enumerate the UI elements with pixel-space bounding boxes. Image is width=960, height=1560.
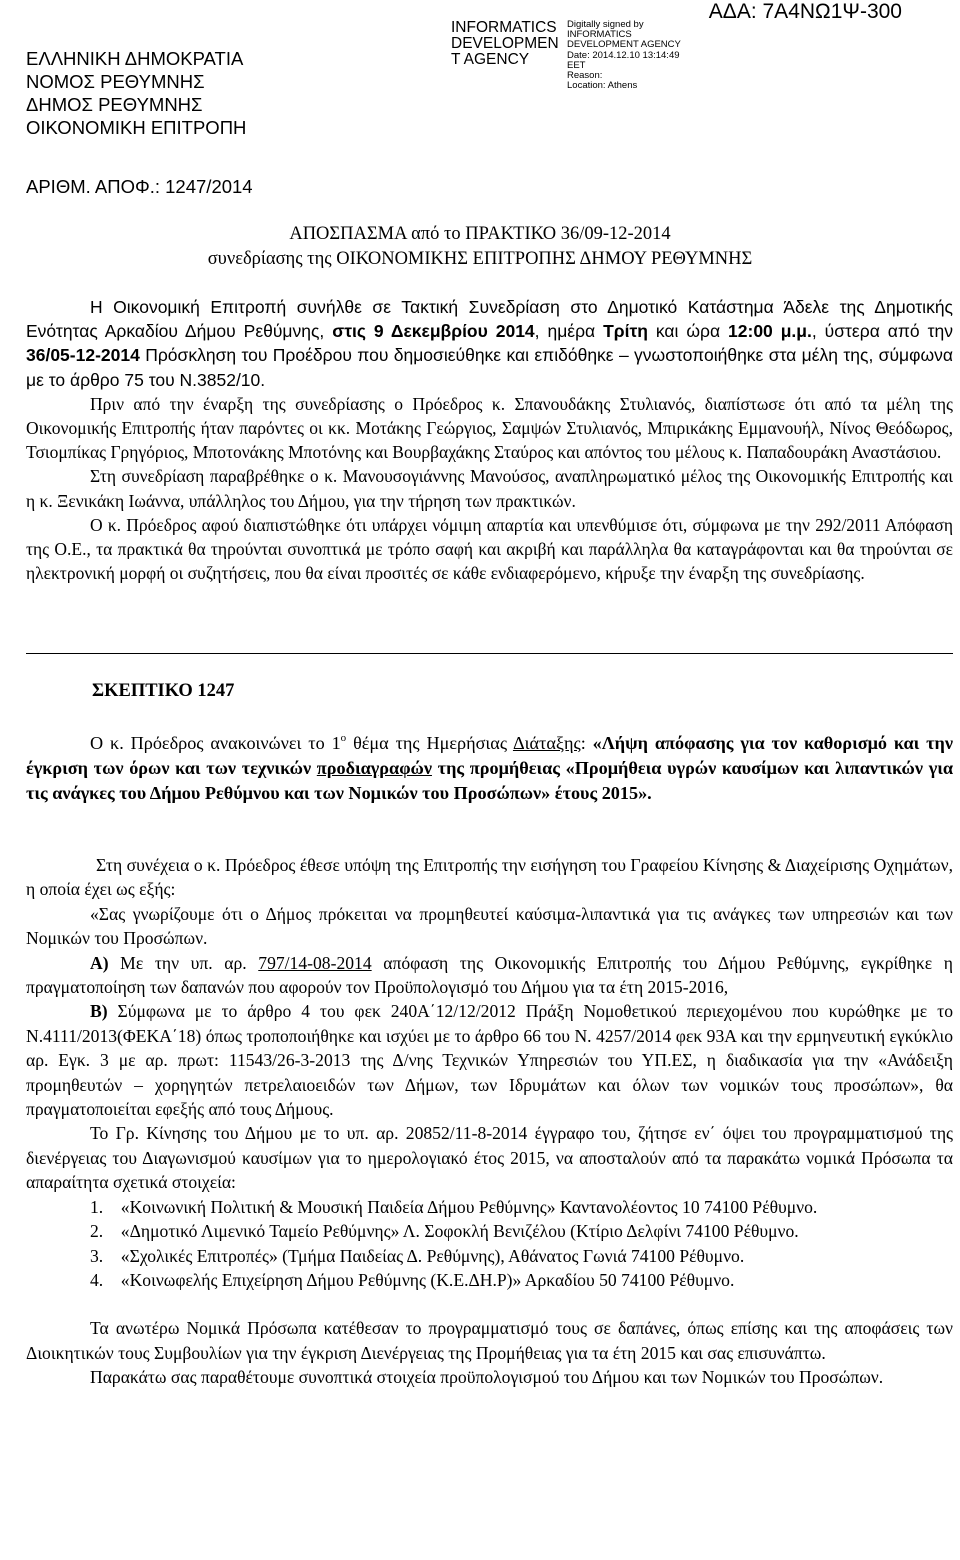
list-text: «Κοινωφελής Επιχείρηση Δήμου Ρεθύμνης (Κ.Ε.ΔΗ.Ρ)» Αρκαδίου 50 74100 Ρέθυμνο.: [120, 1269, 735, 1290]
topic-title: προδιαγραφών: [316, 758, 432, 778]
text: , ημέρα: [534, 321, 604, 342]
ada-code: ΑΔΑ: 7Α4ΝΩ1Ψ-300: [708, 0, 902, 23]
legal-entities-list: [26, 1195, 953, 1293]
text: Με την υπ. αρ.: [108, 952, 259, 973]
list-number: 4.: [90, 1269, 104, 1290]
list-number: 2.: [90, 1221, 104, 1242]
text: θέμα της Ημερήσιας: [346, 733, 513, 753]
intro-paragraph-4: Ο κ. Πρόεδρος αφού διαπιστώθηκε ότι υπάρχει νόμιμη απαρτία και υπενθύμισε ότι, σύμφωνα με την 292/2011 Απόφαση της Ο.Ε., τα πρακτικά θα τηρούνται συνοπτικά με τρόπο σαφή και ακριβή και παράλληλα θα καταγράφονται και θα τηρούνται σε ηλεκτρονική μορφή οι συζητήσεις, που θα είναι προσιτές σε κάθε ενδιαφερόμενο, κήρυξε την έναρξη της συνεδρίασης.: [26, 514, 953, 584]
org-line: ΕΛΛΗΝΙΚΗ ΔΗΜΟΚΡΑΤΙΑ: [26, 48, 244, 69]
signature-detail: Digitally signed by: [567, 19, 644, 30]
list-text: «Σχολικές Επιτροπές» (Τμήμα Παιδείας Δ. Ρεθύμνης), Αθάνατος Γωνιά 74100 Ρέθυμνο.: [120, 1245, 745, 1266]
signature-detail: INFORMATICS: [567, 29, 632, 41]
signature-detail: DEVELOPMENT AGENCY: [567, 39, 681, 51]
title-line-2: συνεδρίασης της ΟΙΚΟΝΟΜΙΚΗΣ ΕΠΙΤΡΟΠΗΣ ΔΗΜΟΥ ΡΕΘΥΜΝΗΣ: [207, 249, 753, 269]
text: Ο κ. Πρόεδρος ανακοινώνει το 1: [90, 733, 341, 753]
org-line: ΔΗΜΟΣ ΡΕΘΥΜΝΗΣ: [26, 94, 203, 115]
digital-signature-details: [567, 20, 681, 91]
list-number: 1.: [90, 1196, 104, 1217]
meeting-date: στις 9 Δεκεμβρίου 2014: [332, 321, 535, 342]
signature-detail: Reason:: [567, 70, 603, 82]
list-item: [26, 1268, 953, 1292]
body-paragraph-b: [26, 999, 953, 1121]
text: Διάταξης: [512, 733, 581, 753]
list-text: «Δημοτικό Λιμενικό Ταμείο Ρεθύμνης» Λ. Σοφοκλή Βενιζέλου (Κτίριο Δελφίνι 74100 Ρέθυμνο.: [120, 1221, 799, 1242]
meeting-time: 12:00 μ.μ.: [728, 321, 812, 342]
body-paragraph-1: Στη συνέχεια ο κ. Πρόεδρος έθεσε υπόψη της Επιτροπής την εισήγηση του Γραφείου Κίνησης & Διαχείρισης Οχημάτων, η οποία έχει ως εξής:: [26, 855, 953, 900]
intro-section: [26, 295, 953, 585]
body-paragraph-3: Το Γρ. Κίνησης του Δήμου με το υπ. αρ. 20852/11-8-2014 έγγραφο του, ζήτησε εν΄ όψει του προγραμματισμού της διενέργειας του Διαγωνισμού καυσίμων για το ημερολογιακό έτος 2015, να αποσταλούν από τα παρακάτω νομικά Πρόσωπα τα απαραίτητα σχετικά στοιχεία:: [26, 1123, 953, 1193]
invitation-ref: 36/05-12-2014: [26, 345, 140, 366]
org-line: ΝΟΜΟΣ ΡΕΘΥΜΝΗΣ: [26, 71, 205, 92]
text: Η Οικονομική Επιτροπή συνήλθε σε Τακτική Συνεδρίαση στο Δημοτικό Κατάστημα Άδελε της Δημοτικής Ενότητας Αρκαδίου Δήμου Ρεθύμνης,: [26, 297, 953, 342]
section-divider: [26, 653, 953, 654]
body-paragraph-4: Τα ανωτέρω Νομικά Πρόσωπα κατέθεσαν το προγραμματισμό τους σε δαπάνες, όπως επίσης και της αποφάσεις των Διοικητικών τους Συμβουλίων για την έγκριση Διενέργειας της Προμήθειας για τα έτη 2015 και σας επισυνάπτω.: [26, 1318, 953, 1363]
org-line: ΟΙΚΟΝΟΜΙΚΗ ΕΠΙΤΡΟΠΗ: [26, 117, 247, 138]
label: Β): [90, 1001, 108, 1022]
body-paragraph-a: [26, 951, 953, 1000]
list-item: [26, 1195, 953, 1219]
label: Α): [90, 952, 109, 973]
list-number: 3.: [90, 1245, 104, 1266]
list-item: [26, 1244, 953, 1268]
body-section: [26, 853, 953, 1390]
text: :: [580, 733, 593, 753]
text: απόφαση της Οικονομικής Επιτροπής του Δήμου Ρεθύμνης, εγκρίθηκε η πραγματοποίηση των δαπανών που αφορούν τον Προϋπολογισμό του Δήμου για τα έτη 2015-2016,: [26, 952, 953, 998]
list-item: [26, 1219, 953, 1243]
text: Σύμφωνα με το άρθρο 4 του φεκ 240Α΄12/12/2012 Πράξη Νομοθετικού περιεχομένου που κυρώθηκε με το Ν.4111/2013(ΦΕΚΑ΄18) όπως τροποποιήθηκε και ισχύει με το άρθρο 66 του Ν. 4257/2014 φεκ 93Α και την ερμηνευτική εγκύκλιο αρ. Εγκ. 3 με αρ. πρωτ: 11543/26-3-2013 της Δ/νης Τεχνικών Υπηρεσιών του ΥΠ.ΕΣ, η διαδικασία για την «Ανάδειξη προμηθευτών – χορηγητών πετρελαιοειδών των Δήμων, των Ιδρυμάτων και όλων των νομικών τους προσώπων», θα πραγματοποιείται εφεξής από τους Δήμους.: [26, 1001, 953, 1120]
body-paragraph-5: Παρακάτω σας παραθέτουμε συνοπτικά στοιχεία προϋπολογισμού του Δήμου και των Νομικών του Προσώπων.: [90, 1367, 884, 1388]
intro-paragraph-3: Στη συνεδρίαση παραβρέθηκε ο κ. Μανουσογιάννης Μανούσος, αναπληρωματικό μέλος της Οικονομικής Επιτροπής και η κ. Ξενικάκη Ιωάννα, υπάλληλος του Δήμου, για την τήρηση των πρακτικών.: [26, 466, 953, 511]
topic-title: της προμήθειας «Προμήθεια υγρών καυσίμων και λιπαντικών για τις ανάγκες του Δήμου Ρεθύμνου και των Νομικών του Προσώπων» έτους 2015».: [26, 758, 953, 803]
section-heading: ΣΚΕΠΤΙΚΟ 1247: [92, 681, 235, 701]
signer-line: DEVELOPMEN: [451, 35, 559, 52]
meeting-day: Τρίτη: [603, 321, 648, 342]
ordinal-superscript: ο: [340, 732, 347, 744]
document-title: [0, 222, 960, 272]
topic-title: «Λήψη απόφασης για τον καθορισμό και την έγκριση των όρων και των τεχνικών: [26, 733, 954, 778]
decision-number: ΑΡΙΘΜ. ΑΠΟΦ.: 1247/2014: [26, 176, 253, 197]
text: και ώρα: [647, 321, 729, 342]
topic-section: [26, 731, 953, 806]
digital-signature-signer: [451, 20, 559, 68]
signature-detail: EET: [567, 59, 586, 71]
title-line-1: ΑΠΟΣΠΑΣΜΑ από το ΠΡΑΚΤΙΚΟ 36/09-12-2014: [289, 224, 671, 244]
body-paragraph-2: «Σας γνωρίζουμε ότι ο Δήμος πρόκειται να προμηθευτεί καύσιμα-λιπαντικά για τις ανάγκες των υπηρεσιών και των Νομικών του Προσώπων.: [26, 903, 953, 949]
intro-paragraph-2: Πριν από την έναρξη της συνεδρίασης ο Πρόεδρος κ. Σπανουδάκης Στυλιανός, διαπίστωσε ότι από τα μέλη της Οικονομικής Επιτροπής ήταν παρόντες οι κκ. Μοτάκης Γεώργιος, Σαμψών Στυλιανός, Μπιρικάκης Εμμανουήλ, Νίνος Θεόδωρος, Τσιομπίκας Γρηγόριος, Μποτονάκης Μποτόνης και Βουρβαχάκης Σταύρος και απόντος του μέλους κ. Παπαδουράκη Αναστάσιου.: [26, 393, 953, 463]
intro-paragraph-1: [26, 295, 953, 392]
signature-detail: Location: Athens: [567, 80, 638, 92]
text: , ύστερα από την: [811, 321, 953, 342]
signer-line: T AGENCY: [451, 51, 530, 68]
signer-line: INFORMATICS: [451, 19, 557, 36]
text: Πρόσκληση του Προέδρου που δημοσιεύθηκε και επιδόθηκε – γνωστοποιήθηκε στα μέλη της, σύμφωνα με το άρθρο 75 του Ν.3852/10.: [26, 345, 953, 390]
decision-ref: 797/14-08-2014: [258, 952, 372, 973]
list-text: «Κοινωνική Πολιτική & Μουσική Παιδεία Δήμου Ρεθύμνης» Καντανολέοντος 10 74100 Ρέθυμνο.: [120, 1196, 818, 1217]
organization-header: [26, 47, 246, 139]
topic-paragraph: [26, 731, 953, 806]
signature-detail: Date: 2014.12.10 13:14:49: [567, 49, 680, 61]
